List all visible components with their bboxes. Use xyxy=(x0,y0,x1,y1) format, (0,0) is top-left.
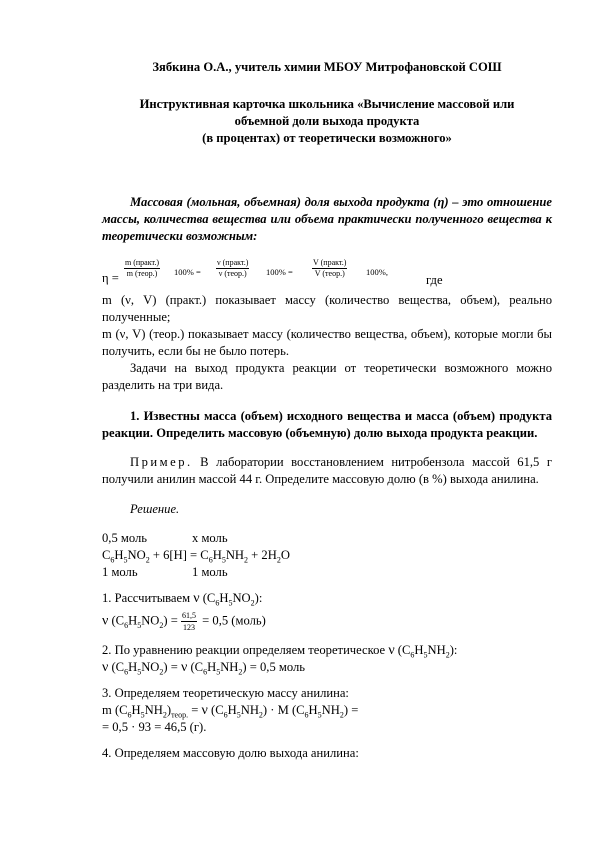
card-title xyxy=(102,96,552,147)
fraction-volume: V (практ.) V (теор.) xyxy=(313,257,347,278)
fraction-mass: m (практ.) m (теор.) xyxy=(125,257,160,278)
explain-theoretical: m (ν, V) (теор.) показывает массу (количество вещества, объем), которые могли бы получить, если бы не было потерь. xyxy=(102,326,552,358)
definition-paragraph: Массовая (мольная, объемная) доля выхода продукта (η) – это отношение массы, количества вещества или объема практически полученного вещества к теоретически возможным: xyxy=(102,195,552,243)
explain-practical: m (ν, V) (практ.) показывает массу (количество вещества, объем), реально полученные; xyxy=(102,292,552,324)
fraction-amount: ν (практ.) ν (теор.) xyxy=(217,257,249,278)
formula-eta: η = xyxy=(102,270,119,285)
step-2-calc: ν $(C_6H_5NO_2) = \nu$ $(C_6H_5NH_2) = 0,5$ моль xyxy=(102,660,306,677)
step-3: 3. Определяем теоретическую массу анилина: xyxy=(102,686,349,701)
step-3-calc: m $(C_6H_5NH_2)_{теор.} = \nu$ $(C_6H_5NH_2) \cdot M$ $(C_6H_5NH_2)$ = xyxy=(102,703,359,720)
fraction-61-5-over-123: $\frac{61,5}{123}$ xyxy=(182,611,196,633)
step-1-calc: ν $(C_6H_5NO_2)$ = $\frac{61,5}{123}$ = 0,5 (моль) xyxy=(102,611,266,633)
step-3-result: = 0,5 · 93 = 46,5 (г). xyxy=(102,720,207,735)
example-label: Пример. xyxy=(130,455,193,470)
title-line-3: (в процентах) от теоретически возможного» xyxy=(202,131,452,145)
document-page xyxy=(102,52,552,762)
author-line: Зябкина О.А., учитель химии МБОУ Митрофановской СОШ xyxy=(152,60,502,74)
step-1: 1. Рассчитываем ν $(C_6H_5NO_2)$: xyxy=(102,591,263,608)
yield-formula xyxy=(102,258,552,292)
formula-text-1: 100% = xyxy=(174,266,201,277)
example-text: В лаборатории восстановлением нитробензола массой 61,5 г получили анилин массой 44 г. Определите массовую долю (в %) выхода анилина. xyxy=(102,455,552,487)
formula-text-2: 100% = xyxy=(266,266,293,277)
reaction-amounts-top: 0,5 моль x моль xyxy=(102,531,228,546)
formula-gde: где xyxy=(426,272,443,287)
formula-text-3: 100%, xyxy=(366,266,388,277)
explain-task-types: Задачи на выход продукта реакции от теоретически возможного можно разделить на три вида. xyxy=(102,360,552,392)
reaction-amounts-bottom: 1 моль 1 моль xyxy=(102,565,228,580)
example-paragraph xyxy=(102,454,552,488)
task-type-1: 1. Известны масса (объем) исходного вещества и масса (объем) продукта реакции. Определить массовую (объемную) долю выхода продукта реакции. xyxy=(102,408,552,440)
title-line-1: Инструктивная карточка школьника «Вычисление массовой или xyxy=(139,97,515,111)
solution-heading: Решение. xyxy=(130,501,180,516)
step-2: 2. По уравнению реакции определяем теоретическое ν $(C_6H_5NH_2)$: xyxy=(102,643,458,660)
reaction-equation: $C_6H_5NO_2 + 6[H] = C_6H_5NH_2 + 2H_2O$ xyxy=(102,548,290,565)
step-4: 4. Определяем массовую долю выхода анилина: xyxy=(102,746,359,761)
title-line-2: объемной доли выхода продукта xyxy=(234,114,420,128)
